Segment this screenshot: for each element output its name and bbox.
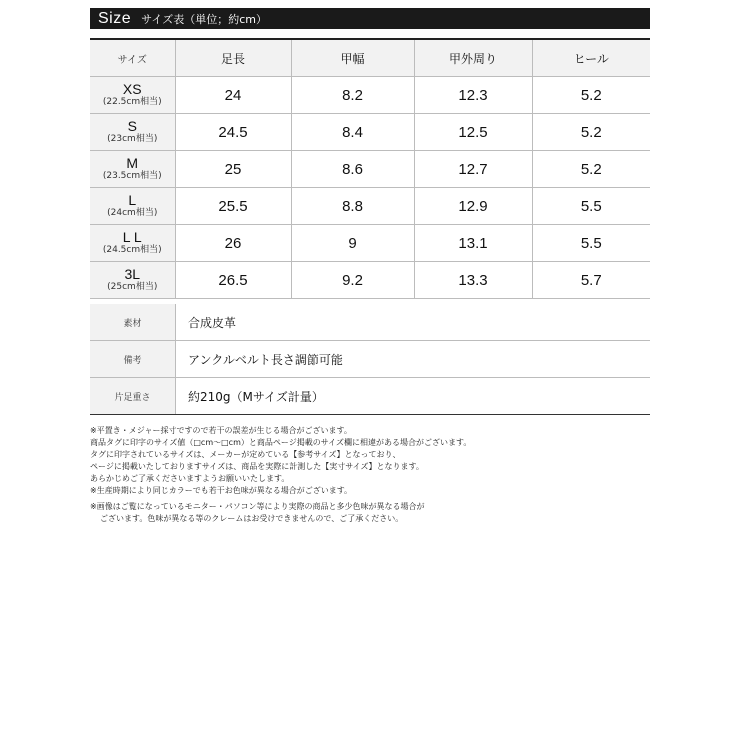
header-subtitle: サイズ表（単位；約cm）: [141, 12, 268, 26]
note-line: タグに印字されているサイズは、メーカーが定めている【参考サイズ】となっており、: [90, 450, 401, 459]
table-row: [90, 225, 650, 262]
table-cell: 8.8: [291, 188, 414, 225]
table-cell: 5.5: [532, 188, 650, 225]
size-table-header-row: [90, 39, 650, 77]
info-label: 片足重さ: [90, 378, 176, 415]
table-cell: 9.2: [291, 262, 414, 299]
size-chart-header: [90, 8, 650, 29]
table-cell: 26: [175, 225, 291, 262]
info-label: 備考: [90, 341, 176, 378]
size-equivalent: (25cm相当): [107, 281, 158, 292]
info-row-remarks: [90, 341, 650, 378]
note-line: 商品タグに印字のサイズ値（□cm～□cm）と商品ページ掲載のサイズ欄に相違がある場合がございます。: [90, 438, 472, 447]
size-label: L L: [122, 229, 142, 246]
column-header-instep-girth: 甲外周り: [414, 39, 532, 77]
product-info-table: [90, 304, 650, 415]
column-header-foot-length: 足長: [175, 39, 291, 77]
size-label: L: [128, 192, 137, 209]
note-line: ※平置き・メジャー採寸ですので若干の誤差が生じる場合がございます。: [90, 426, 352, 435]
size-equivalent: (24.5cm相当): [102, 244, 162, 255]
table-row: [90, 114, 650, 151]
table-cell: 13.1: [414, 225, 532, 262]
size-equivalent: (23.5cm相当): [102, 170, 162, 181]
table-cell: 25: [175, 151, 291, 188]
row-header: [90, 77, 175, 114]
table-cell: 26.5: [175, 262, 291, 299]
size-equivalent: (23cm相当): [107, 133, 158, 144]
info-value: 合成皮革: [176, 304, 651, 341]
info-row-weight: [90, 378, 650, 415]
size-equivalent: (24cm相当): [107, 207, 158, 218]
table-cell: 9: [291, 225, 414, 262]
table-cell: 12.9: [414, 188, 532, 225]
table-cell: 12.5: [414, 114, 532, 151]
column-header-heel: ヒール: [532, 39, 650, 77]
note-line: ※生産時期により同じカラーでも若干お色味が異なる場合がございます。: [90, 486, 353, 495]
header-title: Size: [98, 9, 132, 27]
size-equivalent: (22.5cm相当): [102, 96, 162, 107]
info-value: アンクルベルト長さ調節可能: [176, 341, 651, 378]
table-cell: 25.5: [175, 188, 291, 225]
row-header: [90, 151, 175, 188]
row-header: [90, 114, 175, 151]
size-label: 3L: [124, 266, 141, 283]
table-cell: 12.7: [414, 151, 532, 188]
column-header-size: サイズ: [90, 39, 175, 77]
table-cell: 24.5: [175, 114, 291, 151]
table-cell: 24: [175, 77, 291, 114]
column-header-instep-width: 甲幅: [291, 39, 414, 77]
row-header: [90, 225, 175, 262]
note-line: あらかじめご了承くださいますようお願いいたします。: [90, 474, 290, 483]
table-cell: 13.3: [414, 262, 532, 299]
info-value: 約210g（Mサイズ計量）: [176, 378, 651, 415]
table-cell: 8.4: [291, 114, 414, 151]
note-line: ページに掲載いたしておりますサイズは、商品を実際に計測した【実寸サイズ】となります。: [90, 462, 424, 471]
size-table: [90, 38, 650, 299]
table-row: [90, 188, 650, 225]
table-cell: 5.2: [532, 151, 650, 188]
row-header: [90, 262, 175, 299]
info-label: 素材: [90, 304, 176, 341]
table-cell: 5.5: [532, 225, 650, 262]
table-cell: 8.2: [291, 77, 414, 114]
info-row-material: [90, 304, 650, 341]
table-row: [90, 151, 650, 188]
table-cell: 5.2: [532, 114, 650, 151]
size-label: S: [127, 118, 137, 135]
table-cell: 5.2: [532, 77, 650, 114]
size-label: XS: [122, 81, 142, 98]
row-header: [90, 188, 175, 225]
table-row: [90, 77, 650, 114]
note-line: ございます。色味が異なる等のクレームはお受けできませんので、ご了承ください。: [100, 514, 404, 523]
size-label: M: [126, 155, 139, 172]
table-cell: 5.7: [532, 262, 650, 299]
note-line: ※画像はご覧になっているモニター・パソコン等により実際の商品と多少色味が異なる場合が: [90, 502, 425, 511]
notes-section: [90, 425, 650, 525]
table-cell: 12.3: [414, 77, 532, 114]
table-row: [90, 262, 650, 299]
table-cell: 8.6: [291, 151, 414, 188]
